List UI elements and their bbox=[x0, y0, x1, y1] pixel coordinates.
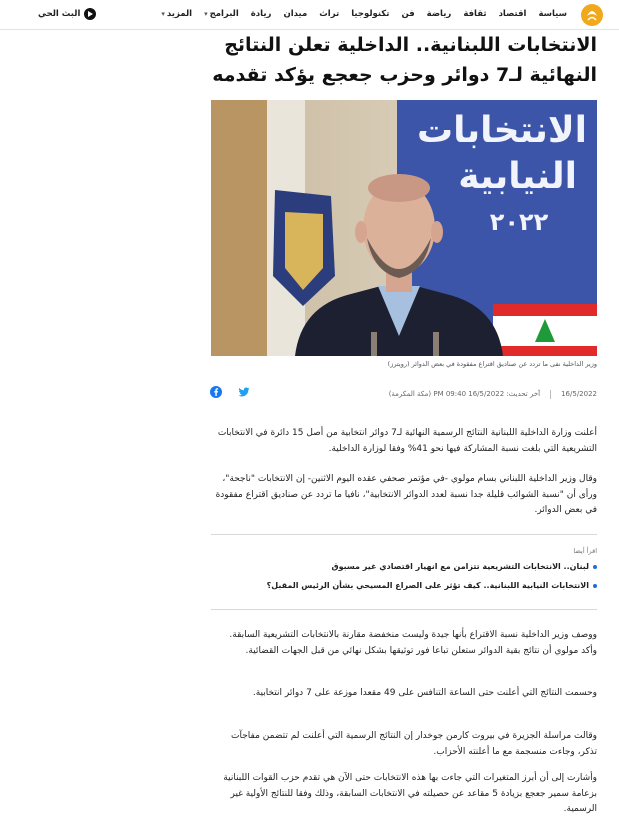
banner-line1: الانتخابات bbox=[416, 110, 587, 151]
updated-date: 16/5/2022 bbox=[468, 390, 505, 398]
hero-photo bbox=[211, 100, 597, 356]
share-buttons bbox=[210, 386, 250, 398]
publish-date: 16/5/2022 bbox=[561, 390, 597, 398]
lebanese-flag-icon bbox=[493, 304, 597, 356]
banner-year: ٢٠٢٢ bbox=[489, 208, 549, 236]
article-paragraph: ووصف وزير الداخلية نسبة الاقتراع بأنها جيدة وليست منخفضة مقارنة بالانتخابات التشريعية السابقة. وأكد مولوي أن نتائج بقية الدوائر ستعلن تباعا فور توثيقها بشكل نهائي من قبل الجهات القضائية. bbox=[229, 630, 597, 656]
bullet-icon bbox=[593, 565, 597, 569]
nav-item-programs[interactable]: البرامج ▾ bbox=[204, 9, 239, 19]
nav-item-sports[interactable]: رياضة bbox=[426, 9, 452, 19]
related-articles bbox=[211, 534, 597, 610]
updated-label: آخر تحديث: bbox=[506, 390, 541, 398]
updated-time: 09:40 PM (مكة المكرمة) bbox=[388, 390, 467, 398]
live-stream-label: البث الحي bbox=[38, 9, 81, 19]
nav-item-midan[interactable]: ميدان bbox=[283, 9, 308, 19]
article-hero-image bbox=[211, 100, 597, 356]
article-meta bbox=[211, 387, 597, 401]
related-link-text: الانتخابات النيابية اللبنانية.. كيف تؤثر على الصراع المسيحي بشأن الرئيس المقبل؟ bbox=[266, 581, 589, 590]
article-paragraph: وقالت مراسلة الجزيرة في بيروت كارمن جوخدار إن النتائج الرسمية التي أعلنت لم تتضمن مفاجآت تذكر، وجاءت منسجمة مع ما أعلنته الأحزاب. bbox=[231, 731, 597, 757]
twitter-icon[interactable] bbox=[238, 386, 250, 398]
facebook-icon[interactable] bbox=[210, 386, 222, 398]
top-navbar bbox=[0, 0, 619, 30]
article-paragraph: وقال وزير الداخلية اللبناني بسام مولوي -في مؤتمر صحفي عقده اليوم الاثنين- إن الانتخابات "ناجحة"، ورأى أن "نسبة الشوائب قليلة جدا نسبة لعدد الدوائر الانتخابية"، نافيا ما تردد عن صناديق اقتراع مفقودة في بعض الدوائر. bbox=[215, 474, 597, 515]
main-nav bbox=[161, 0, 567, 28]
meta-divider bbox=[550, 390, 551, 399]
article-headline: الانتخابات اللبنانية.. الداخلية تعلن النتائج النهائية لـ7 دوائر وحزب جعجع يؤكد تقدمه bbox=[212, 34, 597, 86]
nav-item-heritage[interactable]: تراث bbox=[319, 9, 340, 19]
article-paragraph: وأشارت إلى أن أبرز المتغيرات التي جاءت بها هذه الانتخابات حتى الآن هي تقدم حزب القوات اللبنانية بزعامة سمير جعجع بزيادة 5 مقاعد عن حصيلته في الانتخابات السابقة، وذلك وفقا للنتائج الأولية غير الرسمية. bbox=[223, 773, 597, 814]
nav-item-art[interactable]: فن bbox=[401, 9, 415, 19]
live-stream-link[interactable] bbox=[38, 6, 96, 22]
bullet-icon bbox=[593, 584, 597, 588]
play-icon bbox=[84, 8, 96, 20]
nav-item-economy[interactable]: اقتصاد bbox=[498, 9, 527, 19]
nav-item-technology[interactable]: تكنولوجيا bbox=[351, 9, 390, 19]
article-paragraph: أعلنت وزارة الداخلية اللبنانية النتائج الرسمية النهائية لـ7 دوائر انتخابية من أصل 15 دائرة في الانتخابات التشريعية التي بلغت نسبة المشاركة فيها نحو 41% وفقا لوزارة الداخلية. bbox=[217, 428, 597, 454]
chevron-down-icon: ▾ bbox=[204, 10, 208, 18]
nav-item-more[interactable]: المزيد ▾ bbox=[161, 9, 193, 19]
related-link-text: لبنان.. الانتخابات التشريعية تتزامن مع انهيار اقتصادي غير مسبوق bbox=[331, 562, 589, 571]
image-caption: وزير الداخلية نفى ما تردد عن صناديق اقتراع مفقودة في بعض الدوائر (رويترز) bbox=[387, 360, 597, 368]
related-link[interactable] bbox=[267, 581, 597, 590]
aljazeera-logo-icon[interactable] bbox=[579, 2, 605, 28]
nav-item-culture[interactable]: ثقافة bbox=[463, 9, 487, 19]
nav-item-politics[interactable]: سياسة bbox=[538, 9, 567, 19]
related-link[interactable] bbox=[331, 562, 597, 571]
chevron-down-icon: ▾ bbox=[161, 10, 165, 18]
related-heading: اقرأ أيضا bbox=[573, 547, 597, 555]
nav-item-entrepreneurship[interactable]: ريادة bbox=[250, 9, 272, 19]
banner-line2: النيابية bbox=[458, 156, 577, 197]
article-paragraph: وحسمت النتائج التي أعلنت حتى الساعة التنافس على 49 مقعدا موزعة على 7 دوائر انتخابية. bbox=[252, 688, 597, 698]
